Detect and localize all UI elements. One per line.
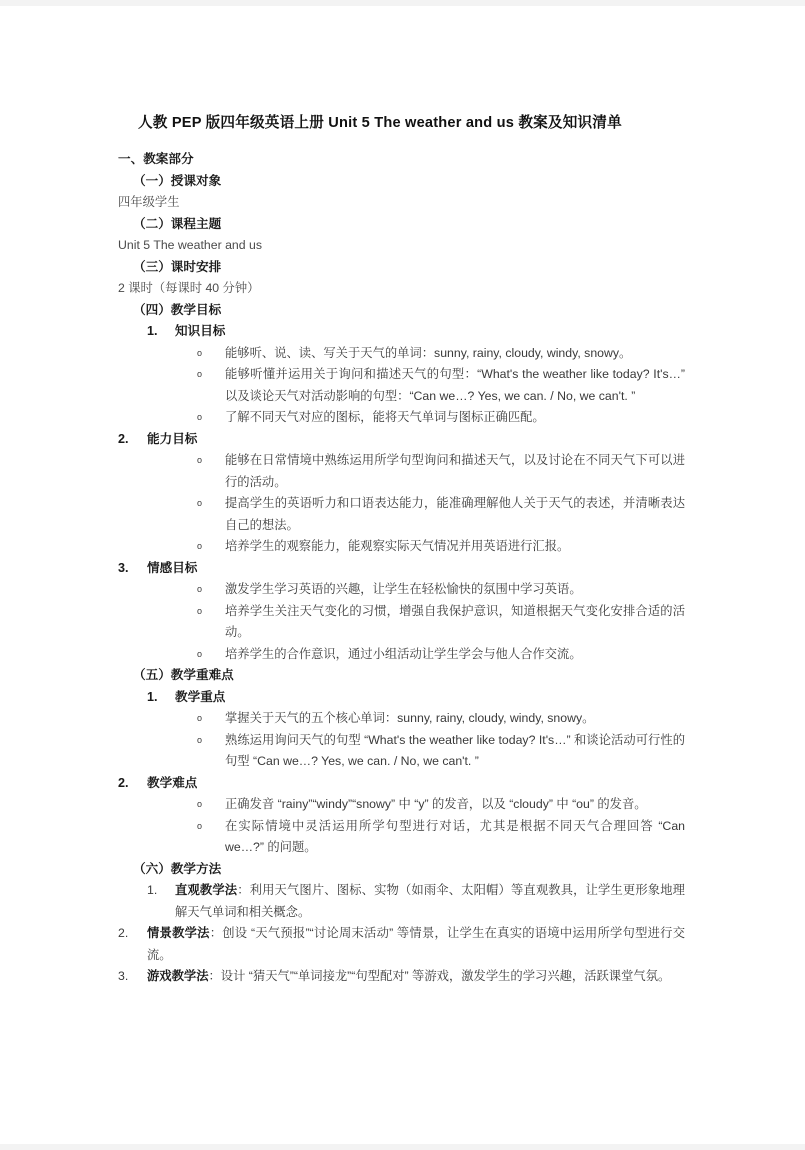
list-item [197, 536, 685, 558]
method-name: 情景教学法 [147, 926, 210, 940]
list-item-text: 能够听、说、读、写关于天气的单词：sunny, rainy, cloudy, windy, snowy。 [225, 345, 632, 360]
list-number: 1. [147, 689, 158, 704]
list-number: 2. [118, 431, 129, 446]
page-title: 人教 PEP 版四年级英语上册 Unit 5 The weather and us 教案及知识清单 [138, 115, 622, 131]
list-item [197, 730, 685, 773]
method-description: ：设计 “猜天气”“单词接龙”“句型配对” 等游戏，激发学生的学习兴趣，活跃课堂气氛。 [208, 969, 671, 983]
list-item-text: 熟练运用询问天气的句型 “What's the weather like today? It's…” 和谈论活动可行性的句型 “Can we…? Yes, we can. / No, we can't. ” [225, 732, 685, 768]
section-heading-topic: （二）课程主题 [133, 216, 222, 231]
list-item [197, 493, 685, 536]
method-item [118, 966, 685, 988]
section-body-topic: Unit 5 The weather and us [118, 238, 263, 252]
circle-bullet-icon: o [197, 584, 203, 594]
section-body-schedule: 2 课时（每课时 40 分钟） [118, 281, 260, 295]
circle-bullet-icon: o [197, 734, 203, 745]
list-number: 3. [118, 969, 129, 983]
circle-bullet-icon: o [197, 799, 203, 809]
method-item [147, 880, 685, 923]
subheading-knowledge-objectives [147, 321, 685, 343]
method-description: ：创设 “天气预报”“讨论周末活动” 等情景，让学生在真实的语境中运用所学句型进行交流。 [147, 926, 685, 962]
list-item [197, 794, 685, 816]
list-number: 1. [147, 324, 158, 338]
list-item-text: 提高学生的英语听力和口语表达能力，能准确理解他人关于天气的表述，并清晰表达自己的想法。 [225, 496, 685, 532]
method-name: 直观教学法 [175, 883, 238, 897]
list-item [197, 644, 685, 666]
subheading-label: 教学重点 [175, 689, 226, 704]
section-heading-audience: （一）授课对象 [133, 173, 222, 188]
list-item-text: 能够在日常情境中熟练运用所学句型询问和描述天气，以及讨论在不同天气下可以进行的活动。 [225, 453, 685, 489]
section-heading-part1: 一、教案部分 [118, 152, 194, 166]
circle-bullet-icon: o [197, 648, 203, 659]
list-item-text: 能够听懂并运用关于询问和描述天气的句型：“What's the weather like today? It's…” 以及谈论天气对活动影响的句型：“Can we…? Yes, we can. / No, we can't. ” [225, 367, 685, 403]
section-heading-methods: （六）教学方法 [133, 861, 222, 876]
subheading-ability-objectives [118, 429, 685, 451]
list-item-text: 培养学生关注天气变化的习惯，增强自我保护意识，知道根据天气变化安排合适的活动。 [225, 603, 685, 639]
subheading-label: 知识目标 [175, 324, 226, 338]
method-item [118, 923, 685, 966]
list-item-text: 培养学生的合作意识，通过小组活动让学生学会与他人合作交流。 [225, 646, 582, 661]
circle-bullet-icon: o [197, 541, 203, 551]
document-body [0, 149, 805, 988]
circle-bullet-icon: o [197, 498, 203, 508]
list-item [197, 708, 685, 730]
list-item [197, 601, 685, 644]
subheading-label: 情感目标 [147, 560, 198, 575]
list-item [197, 450, 685, 493]
subheading-label: 教学难点 [147, 775, 198, 790]
list-item [197, 816, 685, 859]
section-heading-objectives: （四）教学目标 [133, 302, 222, 317]
subheading-key-points [147, 687, 685, 709]
method-description: ：利用天气图片、图标、实物（如雨伞、太阳帽）等直观教具，让学生更形象地理解天气单词和相关概念。 [175, 883, 685, 919]
section-heading-key-difficulties: （五）教学重难点 [133, 668, 234, 682]
list-item-text: 培养学生的观察能力，能观察实际天气情况并用英语进行汇报。 [225, 539, 570, 553]
list-item-text: 掌握关于天气的五个核心单词：sunny, rainy, cloudy, windy, snowy。 [225, 711, 595, 725]
list-item-text: 正确发音 “rainy”“windy”“snowy” 中 “y” 的发音，以及 “cloudy” 中 “ou” 的发音。 [225, 797, 647, 811]
section-body-audience: 四年级学生 [118, 195, 180, 209]
circle-bullet-icon: o [197, 347, 203, 358]
list-item-text: 激发学生学习英语的兴趣，让学生在轻松愉快的氛围中学习英语。 [225, 582, 582, 596]
circle-bullet-icon: o [197, 455, 203, 465]
circle-bullet-icon: o [197, 605, 203, 616]
list-item-text: 了解不同天气对应的图标，能将天气单词与图标正确匹配。 [225, 410, 545, 424]
list-item [197, 364, 685, 407]
list-item [197, 343, 685, 365]
circle-bullet-icon: o [197, 412, 203, 422]
circle-bullet-icon: o [197, 369, 203, 379]
list-number: 3. [118, 560, 129, 575]
subheading-label: 能力目标 [147, 431, 198, 446]
circle-bullet-icon: o [197, 713, 203, 723]
list-item [197, 579, 685, 601]
section-heading-schedule: （三）课时安排 [133, 259, 222, 274]
method-name: 游戏教学法 [147, 969, 209, 983]
list-number: 2. [118, 926, 129, 940]
subheading-emotional-objectives [118, 558, 685, 580]
list-number: 1. [147, 883, 158, 897]
list-number: 2. [118, 775, 129, 790]
circle-bullet-icon: o [197, 820, 203, 831]
list-item [197, 407, 685, 429]
subheading-difficult-points [118, 773, 685, 795]
list-item-text: 在实际情境中灵活运用所学句型进行对话，尤其是根据不同天气合理回答 “Can we…?” 的问题。 [225, 818, 685, 854]
